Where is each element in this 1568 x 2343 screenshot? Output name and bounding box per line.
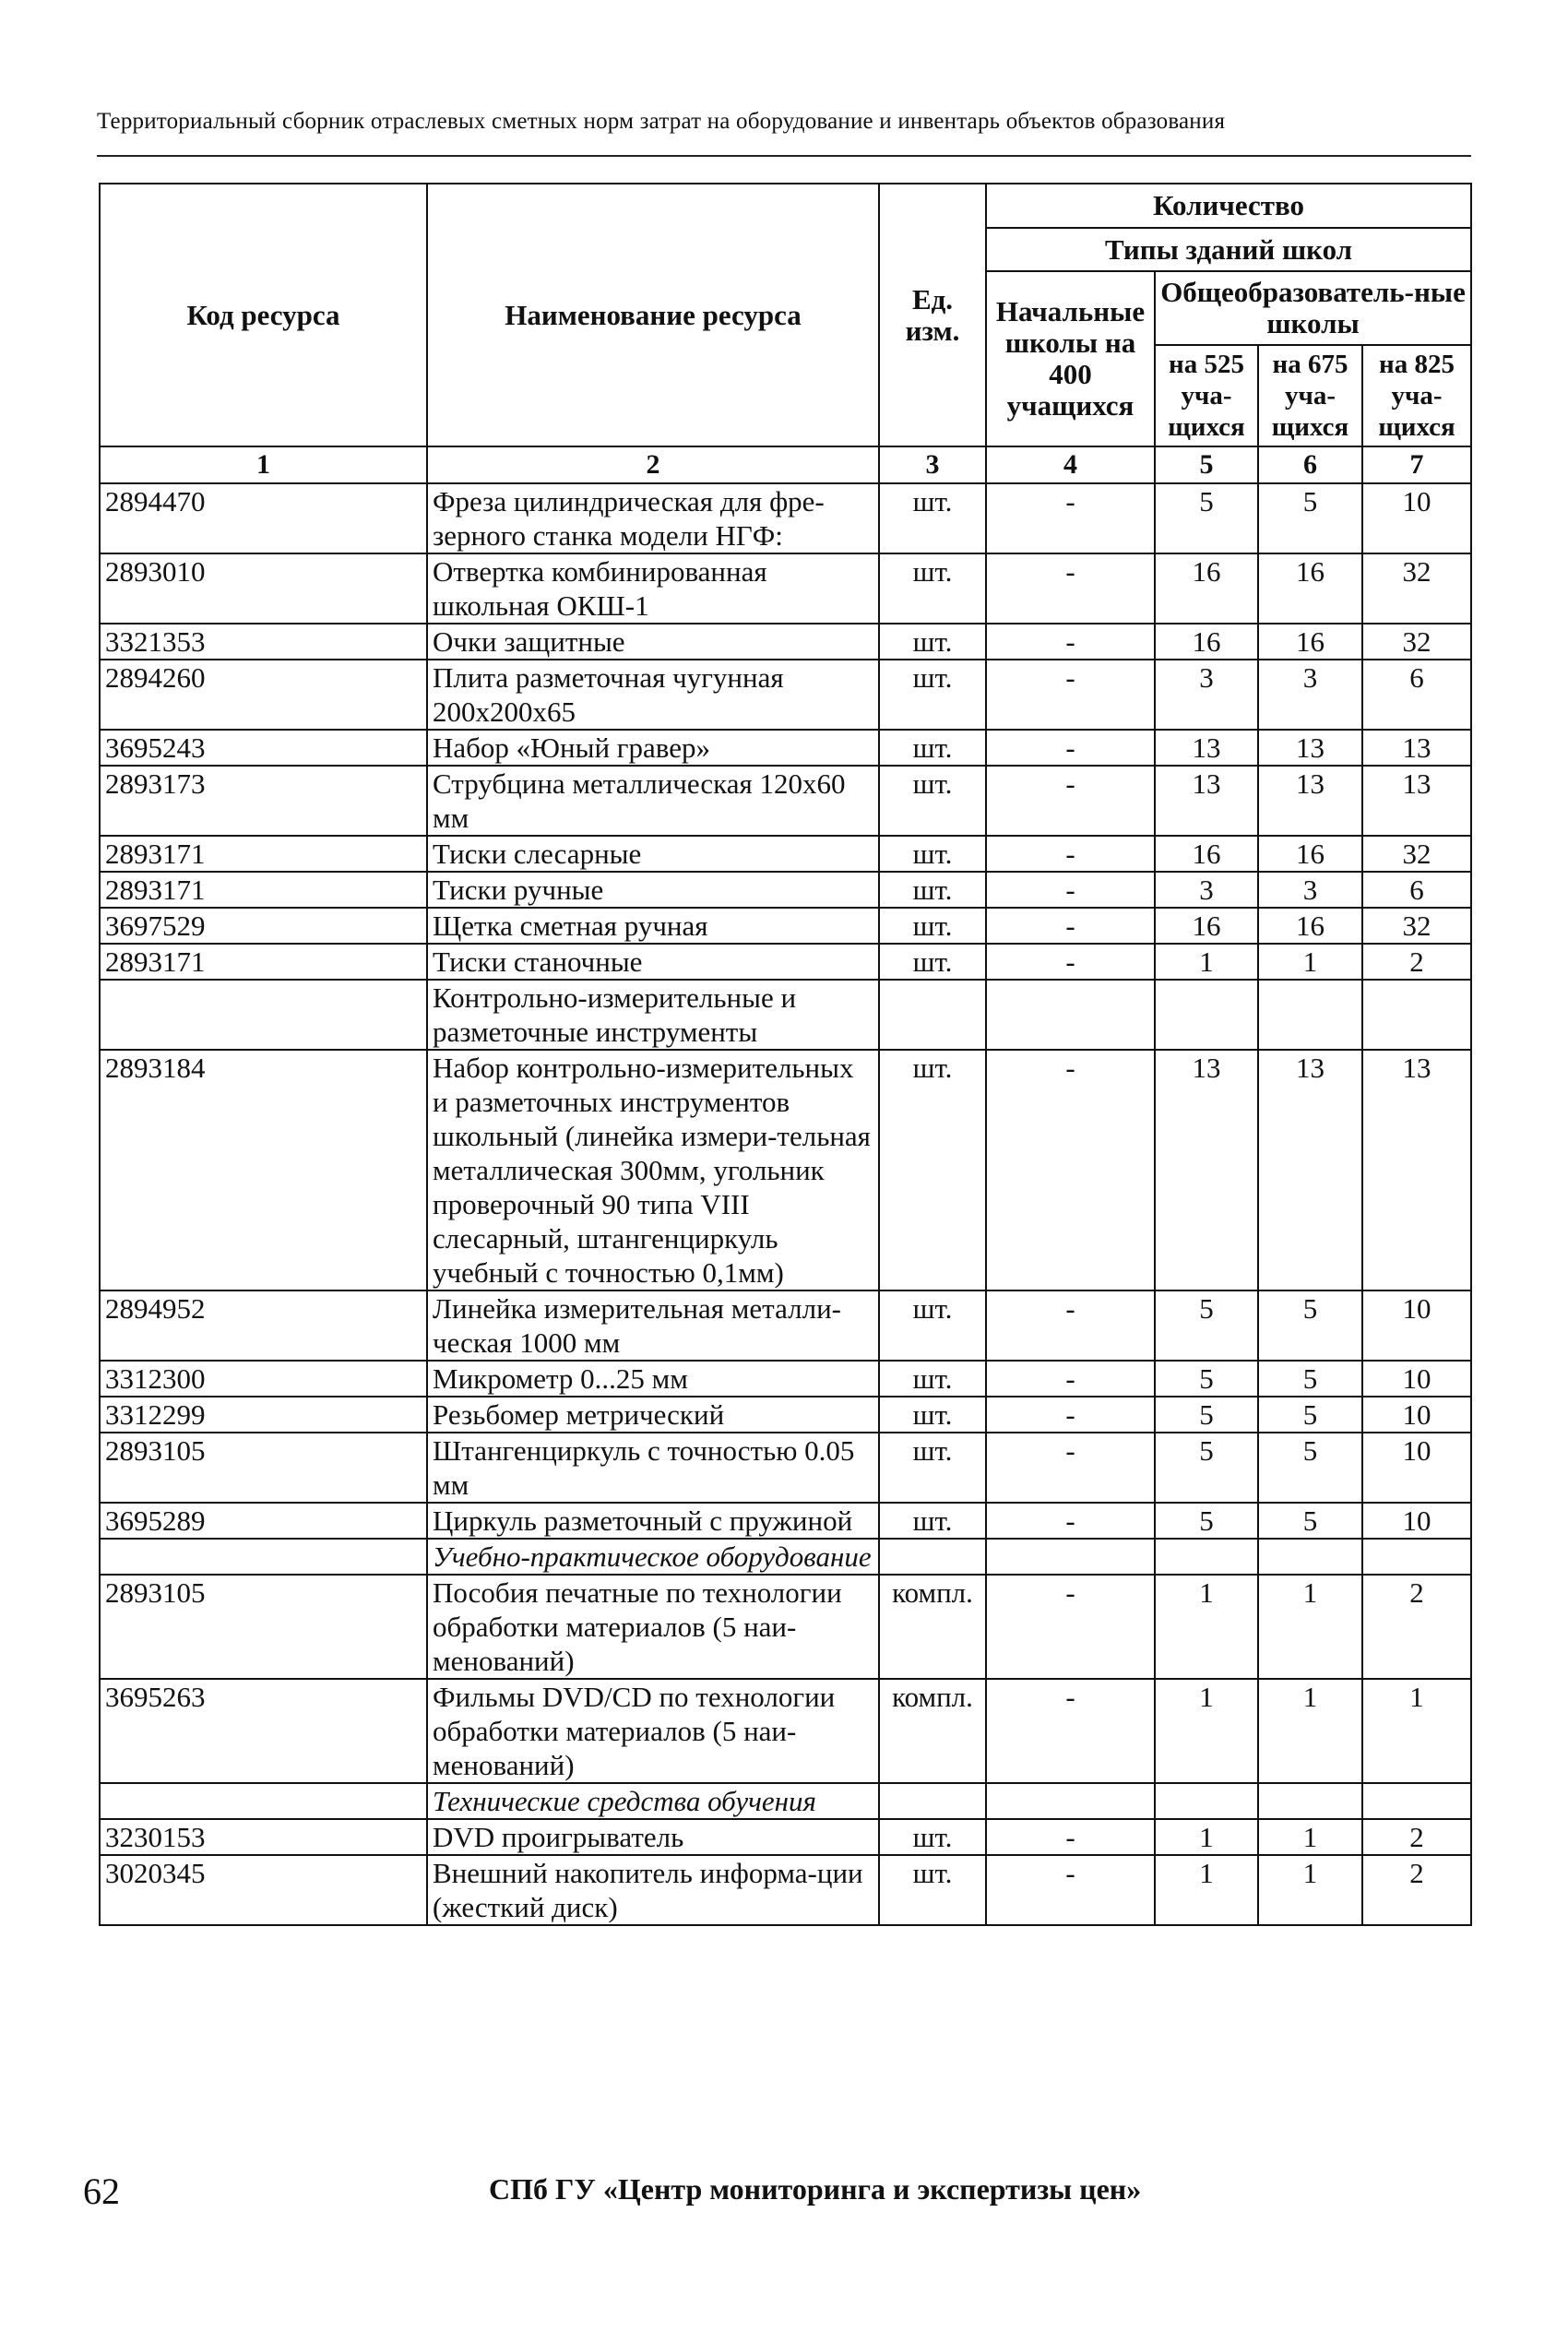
col-header-unit: Ед. изм. — [879, 184, 986, 446]
qty-825-cell: 1 — [1362, 1679, 1471, 1783]
qty-525-cell: 1 — [1155, 1855, 1258, 1925]
qty-825-cell: 13 — [1362, 1050, 1471, 1290]
qty-675-cell: 1 — [1258, 1679, 1362, 1783]
resource-code-cell — [100, 1539, 427, 1575]
column-number: 1 — [100, 446, 427, 483]
resource-norms-table — [99, 183, 1472, 1926]
column-number: 5 — [1155, 446, 1258, 483]
qty-675-cell: 13 — [1258, 730, 1362, 766]
resource-name-cell: Резьбомер метрический — [427, 1397, 879, 1433]
qty-400-cell: - — [986, 1855, 1155, 1925]
qty-400-cell — [986, 1783, 1155, 1819]
resource-code-cell: 3312300 — [100, 1361, 427, 1397]
qty-400-cell: - — [986, 766, 1155, 836]
resource-name-cell: DVD проигрыватель — [427, 1819, 879, 1855]
resource-name-cell: Тиски ручные — [427, 872, 879, 908]
qty-825-cell: 10 — [1362, 1397, 1471, 1433]
qty-525-cell: 5 — [1155, 1397, 1258, 1433]
resource-name-cell: Набор контрольно-измерительных и разметочных инструментов школьный (линейка измери-тельная металлическая 300мм, угольник проверочный 90 типа VIII слесарный, штангенциркуль учебный с точностью 0,1мм) — [427, 1050, 879, 1290]
qty-675-cell: 1 — [1258, 1819, 1362, 1855]
unit-cell: компл. — [879, 1575, 986, 1679]
column-number-row — [100, 446, 1471, 483]
qty-675-cell — [1258, 980, 1362, 1050]
resource-code-cell: 2893184 — [100, 1050, 427, 1290]
running-header: Территориальный сборник отраслевых сметных норм затрат на оборудование и инвентарь объектов образования — [97, 109, 1226, 134]
table-row — [100, 766, 1471, 836]
column-number: 7 — [1362, 446, 1471, 483]
qty-675-cell — [1258, 1539, 1362, 1575]
resource-code-cell: 2894260 — [100, 660, 427, 730]
qty-825-cell: 32 — [1362, 836, 1471, 872]
qty-675-cell: 1 — [1258, 1855, 1362, 1925]
resource-code-cell: 3695263 — [100, 1679, 427, 1783]
qty-825-cell: 10 — [1362, 1503, 1471, 1539]
section-row — [100, 1539, 1471, 1575]
qty-675-cell: 16 — [1258, 836, 1362, 872]
qty-400-cell: - — [986, 1361, 1155, 1397]
resource-name-cell: Контрольно-измерительные и разметочные инструменты — [427, 980, 879, 1050]
section-row — [100, 1783, 1471, 1819]
unit-cell: шт. — [879, 1433, 986, 1503]
qty-525-cell: 1 — [1155, 944, 1258, 980]
unit-cell: шт. — [879, 1855, 986, 1925]
resource-code-cell: 2893171 — [100, 872, 427, 908]
resource-name-cell: Пособия печатные по технологии обработки материалов (5 наи-менований) — [427, 1575, 879, 1679]
resource-code-cell: 3230153 — [100, 1819, 427, 1855]
table-row — [100, 483, 1471, 553]
qty-675-cell: 13 — [1258, 766, 1362, 836]
qty-825-cell: 6 — [1362, 872, 1471, 908]
resource-name-cell: Набор «Юный гравер» — [427, 730, 879, 766]
table-row — [100, 1855, 1471, 1925]
col-header-primary-400: Начальные школы на 400 учащихся — [986, 271, 1155, 446]
unit-cell: шт. — [879, 624, 986, 660]
section-heading: Технические средства обучения — [427, 1783, 879, 1819]
qty-825-cell: 2 — [1362, 1855, 1471, 1925]
qty-525-cell — [1155, 1539, 1258, 1575]
qty-525-cell: 5 — [1155, 483, 1258, 553]
qty-675-cell — [1258, 1783, 1362, 1819]
table-row — [100, 836, 1471, 872]
qty-825-cell: 10 — [1362, 483, 1471, 553]
qty-525-cell: 5 — [1155, 1290, 1258, 1361]
qty-525-cell: 16 — [1155, 624, 1258, 660]
qty-825-cell: 32 — [1362, 553, 1471, 624]
qty-400-cell: - — [986, 1050, 1155, 1290]
qty-400-cell: - — [986, 483, 1155, 553]
qty-825-cell: 2 — [1362, 944, 1471, 980]
table-row — [100, 1575, 1471, 1679]
qty-825-cell: 13 — [1362, 730, 1471, 766]
qty-400-cell: - — [986, 660, 1155, 730]
resource-name-cell: Внешний накопитель информа-ции (жесткий диск) — [427, 1855, 879, 1925]
qty-525-cell — [1155, 980, 1258, 1050]
resource-code-cell: 3312299 — [100, 1397, 427, 1433]
qty-825-cell: 2 — [1362, 1819, 1471, 1855]
unit-cell: шт. — [879, 908, 986, 944]
resource-name-cell: Тиски станочные — [427, 944, 879, 980]
qty-675-cell: 16 — [1258, 624, 1362, 660]
column-number: 2 — [427, 446, 879, 483]
table-row — [100, 1361, 1471, 1397]
qty-525-cell: 13 — [1155, 730, 1258, 766]
table-row — [100, 1050, 1471, 1290]
col-header-name: Наименование ресурса — [427, 184, 879, 446]
resource-code-cell: 2893010 — [100, 553, 427, 624]
qty-525-cell: 13 — [1155, 1050, 1258, 1290]
qty-525-cell: 5 — [1155, 1361, 1258, 1397]
resource-code-cell — [100, 980, 427, 1050]
qty-825-cell: 10 — [1362, 1361, 1471, 1397]
table-row — [100, 624, 1471, 660]
qty-400-cell: - — [986, 1679, 1155, 1783]
qty-400-cell: - — [986, 944, 1155, 980]
resource-code-cell: 3321353 — [100, 624, 427, 660]
qty-825-cell — [1362, 1539, 1471, 1575]
unit-cell: шт. — [879, 553, 986, 624]
qty-825-cell: 32 — [1362, 908, 1471, 944]
resource-code-cell: 2893173 — [100, 766, 427, 836]
col-header-building-types: Типы зданий школ — [986, 228, 1471, 271]
unit-cell: шт. — [879, 1050, 986, 1290]
column-number: 3 — [879, 446, 986, 483]
qty-400-cell: - — [986, 908, 1155, 944]
col-header-825: на 825 уча-щихся — [1362, 345, 1471, 446]
qty-675-cell: 5 — [1258, 1361, 1362, 1397]
col-header-code: Код ресурса — [100, 184, 427, 446]
table-row — [100, 1290, 1471, 1361]
section-heading: Учебно-практическое оборудование — [427, 1539, 879, 1575]
unit-cell: шт. — [879, 766, 986, 836]
resource-code-cell: 2893171 — [100, 836, 427, 872]
qty-525-cell: 1 — [1155, 1819, 1258, 1855]
qty-825-cell — [1362, 1783, 1471, 1819]
qty-400-cell: - — [986, 730, 1155, 766]
table-row — [100, 980, 1471, 1050]
table-body — [100, 483, 1471, 1925]
qty-675-cell: 5 — [1258, 1397, 1362, 1433]
table-row — [100, 553, 1471, 624]
resource-code-cell — [100, 1783, 427, 1819]
qty-825-cell: 32 — [1362, 624, 1471, 660]
qty-400-cell: - — [986, 1503, 1155, 1539]
table-row — [100, 872, 1471, 908]
resource-code-cell: 3695243 — [100, 730, 427, 766]
unit-cell — [879, 980, 986, 1050]
resource-name-cell: Фреза цилиндрическая для фре-зерного станка модели НГФ: — [427, 483, 879, 553]
unit-cell: шт. — [879, 730, 986, 766]
qty-400-cell: - — [986, 836, 1155, 872]
qty-525-cell: 16 — [1155, 908, 1258, 944]
qty-825-cell — [1362, 980, 1471, 1050]
qty-825-cell: 2 — [1362, 1575, 1471, 1679]
qty-675-cell: 5 — [1258, 483, 1362, 553]
qty-400-cell: - — [986, 1397, 1155, 1433]
resource-name-cell: Микрометр 0...25 мм — [427, 1361, 879, 1397]
resource-name-cell: Очки защитные — [427, 624, 879, 660]
qty-525-cell: 1 — [1155, 1575, 1258, 1679]
resource-name-cell: Щетка сметная ручная — [427, 908, 879, 944]
qty-525-cell: 16 — [1155, 553, 1258, 624]
unit-cell: шт. — [879, 483, 986, 553]
resource-name-cell: Линейка измерительная металли-ческая 1000 мм — [427, 1290, 879, 1361]
col-header-quantity: Количество — [986, 184, 1471, 228]
table-row — [100, 1503, 1471, 1539]
qty-675-cell: 5 — [1258, 1503, 1362, 1539]
page-number: 62 — [83, 2171, 120, 2212]
qty-400-cell: - — [986, 553, 1155, 624]
qty-400-cell: - — [986, 1819, 1155, 1855]
qty-675-cell: 1 — [1258, 944, 1362, 980]
qty-825-cell: 6 — [1362, 660, 1471, 730]
resource-name-cell: Струбцина металлическая 120x60 мм — [427, 766, 879, 836]
unit-cell — [879, 1783, 986, 1819]
table-row — [100, 660, 1471, 730]
qty-400-cell: - — [986, 1290, 1155, 1361]
resource-code-cell: 2894470 — [100, 483, 427, 553]
resource-name-cell: Тиски слесарные — [427, 836, 879, 872]
unit-cell: шт. — [879, 872, 986, 908]
unit-cell: шт. — [879, 1819, 986, 1855]
qty-400-cell: - — [986, 624, 1155, 660]
resource-code-cell: 3695289 — [100, 1503, 427, 1539]
qty-825-cell: 10 — [1362, 1290, 1471, 1361]
resource-code-cell: 2893105 — [100, 1575, 427, 1679]
unit-cell: шт. — [879, 1361, 986, 1397]
qty-400-cell — [986, 980, 1155, 1050]
unit-cell — [879, 1539, 986, 1575]
resource-code-cell: 3697529 — [100, 908, 427, 944]
column-number: 6 — [1258, 446, 1362, 483]
resource-name-cell: Отвертка комбинированная школьная ОКШ-1 — [427, 553, 879, 624]
col-header-general-schools: Общеобразователь-ные школы — [1155, 271, 1471, 345]
qty-675-cell: 16 — [1258, 553, 1362, 624]
resource-name-cell: Циркуль разметочный с пружиной — [427, 1503, 879, 1539]
qty-525-cell: 5 — [1155, 1503, 1258, 1539]
qty-675-cell: 5 — [1258, 1290, 1362, 1361]
qty-525-cell: 3 — [1155, 660, 1258, 730]
qty-675-cell: 5 — [1258, 1433, 1362, 1503]
qty-525-cell: 13 — [1155, 766, 1258, 836]
resource-code-cell: 3020345 — [100, 1855, 427, 1925]
qty-525-cell: 1 — [1155, 1679, 1258, 1783]
unit-cell: шт. — [879, 660, 986, 730]
qty-400-cell: - — [986, 872, 1155, 908]
table-row — [100, 730, 1471, 766]
resource-name-cell: Штангенциркуль с точностью 0.05 мм — [427, 1433, 879, 1503]
unit-cell: шт. — [879, 1397, 986, 1433]
qty-825-cell: 10 — [1362, 1433, 1471, 1503]
qty-525-cell: 16 — [1155, 836, 1258, 872]
resource-name-cell: Плита разметочная чугунная 200x200x65 — [427, 660, 879, 730]
qty-675-cell: 1 — [1258, 1575, 1362, 1679]
qty-525-cell — [1155, 1783, 1258, 1819]
col-header-675: на 675 уча-щихся — [1258, 345, 1362, 446]
table-row — [100, 1819, 1471, 1855]
table-row — [100, 1433, 1471, 1503]
qty-400-cell: - — [986, 1433, 1155, 1503]
col-header-525: на 525 уча-щихся — [1155, 345, 1258, 446]
table-row — [100, 1679, 1471, 1783]
qty-675-cell: 3 — [1258, 660, 1362, 730]
qty-825-cell: 13 — [1362, 766, 1471, 836]
resource-code-cell: 2894952 — [100, 1290, 427, 1361]
qty-400-cell — [986, 1539, 1155, 1575]
qty-675-cell: 16 — [1258, 908, 1362, 944]
unit-cell: шт. — [879, 836, 986, 872]
resource-name-cell: Фильмы DVD/CD по технологии обработки материалов (5 наи-менований) — [427, 1679, 879, 1783]
unit-cell: шт. — [879, 1290, 986, 1361]
unit-cell: компл. — [879, 1679, 986, 1783]
unit-cell: шт. — [879, 1503, 986, 1539]
table-row — [100, 908, 1471, 944]
qty-675-cell: 3 — [1258, 872, 1362, 908]
table-row — [100, 1397, 1471, 1433]
resource-code-cell: 2893171 — [100, 944, 427, 980]
resource-code-cell: 2893105 — [100, 1433, 427, 1503]
header-rule — [97, 155, 1471, 157]
qty-525-cell: 5 — [1155, 1433, 1258, 1503]
footer-organization: СПб ГУ «Центр мониторинга и экспертизы цен» — [489, 2172, 1142, 2206]
table-row — [100, 944, 1471, 980]
qty-400-cell: - — [986, 1575, 1155, 1679]
qty-525-cell: 3 — [1155, 872, 1258, 908]
unit-cell: шт. — [879, 944, 986, 980]
qty-675-cell: 13 — [1258, 1050, 1362, 1290]
column-number: 4 — [986, 446, 1155, 483]
